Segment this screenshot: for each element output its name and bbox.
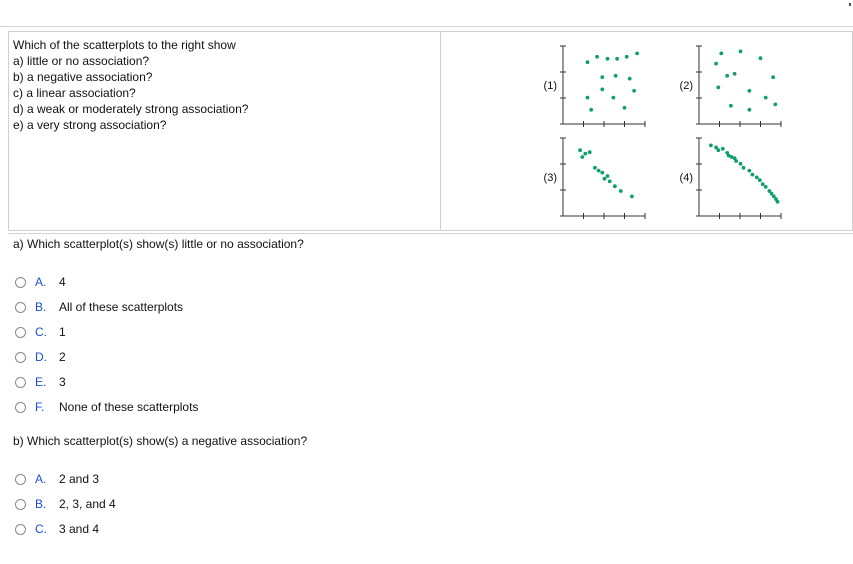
scatter-point xyxy=(748,169,752,173)
part-b-option-a[interactable] xyxy=(15,471,99,487)
scatter-point xyxy=(759,56,763,60)
radio-button[interactable] xyxy=(15,277,26,288)
scatter-point xyxy=(748,108,752,112)
scatter-point xyxy=(580,155,584,159)
scatter-point xyxy=(776,200,780,204)
scatter-point xyxy=(632,89,636,93)
plot-label: (2) xyxy=(679,80,693,92)
scatter-point xyxy=(586,96,590,100)
scatter-point xyxy=(758,178,762,182)
top-divider xyxy=(0,26,853,27)
option-letter: E. xyxy=(35,375,47,389)
option-letter: D. xyxy=(35,350,47,364)
part-a-question: a) Which scatterplot(s) show(s) little or no association? xyxy=(13,237,304,251)
scatter-point xyxy=(600,171,604,175)
scatter-point xyxy=(729,104,733,108)
option-text: 3 xyxy=(59,375,66,389)
scatter-point xyxy=(739,162,743,166)
option-text: 2 and 3 xyxy=(59,472,100,486)
radio-button[interactable] xyxy=(15,402,26,413)
scatter-point xyxy=(578,148,582,152)
scatter-point xyxy=(709,144,713,148)
scatter-point xyxy=(613,184,617,188)
scatter-point xyxy=(606,174,610,178)
radio-button[interactable] xyxy=(15,499,26,510)
scatterplots-panel xyxy=(440,31,853,231)
scatter-point xyxy=(739,50,743,54)
plot-label: (4) xyxy=(679,172,693,184)
question-panel xyxy=(8,31,440,231)
option-letter: A. xyxy=(35,275,47,289)
part-b-option-b[interactable] xyxy=(15,496,116,512)
plot-label: (1) xyxy=(543,80,557,92)
radio-button[interactable] xyxy=(15,327,26,338)
scatter-point xyxy=(773,103,777,107)
option-text: All of these scatterplots xyxy=(59,300,184,314)
option-text: 2, 3, and 4 xyxy=(59,497,116,511)
option-text: None of these scatterplots xyxy=(59,400,199,414)
question-line: b) a negative association? xyxy=(13,70,153,84)
part-b-question: b) Which scatterplot(s) show(s) a negative association? xyxy=(13,434,308,448)
part-a-option-c[interactable] xyxy=(15,324,66,340)
question-line: c) a linear association? xyxy=(13,86,136,100)
scatter-point xyxy=(725,74,729,78)
question-line: Which of the scatterplots to the right show xyxy=(13,38,236,52)
scatter-point xyxy=(742,166,746,170)
question-line: d) a weak or moderately strong association? xyxy=(13,102,249,116)
option-text: 3 and 4 xyxy=(59,522,100,536)
option-letter: B. xyxy=(35,300,47,314)
scatterplots-figure xyxy=(441,32,852,230)
scatter-point xyxy=(716,86,720,90)
option-text: 1 xyxy=(59,325,66,339)
option-text: 2 xyxy=(59,350,66,364)
part-a-option-a[interactable] xyxy=(15,274,66,290)
scatter-point xyxy=(600,88,604,92)
scatter-point xyxy=(625,55,629,59)
scatter-point xyxy=(597,169,601,173)
scatter-point xyxy=(623,106,627,110)
scatter-point xyxy=(608,180,612,184)
option-letter: A. xyxy=(35,472,47,486)
radio-button[interactable] xyxy=(15,302,26,313)
scatter-point xyxy=(734,159,738,163)
scatter-point xyxy=(628,77,632,81)
question-line: e) a very strong association? xyxy=(13,118,167,132)
radio-button[interactable] xyxy=(15,352,26,363)
scatter-point xyxy=(600,75,604,79)
part-a-option-b[interactable] xyxy=(15,299,183,315)
option-letter: C. xyxy=(35,325,47,339)
scatter-point xyxy=(586,60,590,64)
scatter-point xyxy=(595,55,599,59)
section-divider xyxy=(8,233,853,234)
scatter-point xyxy=(606,57,610,61)
radio-button[interactable] xyxy=(15,524,26,535)
scatter-point xyxy=(583,152,587,156)
scatter-point xyxy=(619,189,623,193)
scatter-point xyxy=(751,173,755,177)
part-b-option-c[interactable] xyxy=(15,521,99,537)
scatter-point xyxy=(614,74,618,78)
scatter-point xyxy=(588,150,592,154)
scatter-point xyxy=(755,176,759,180)
part-a-option-f[interactable] xyxy=(15,399,198,415)
option-letter: B. xyxy=(35,497,47,511)
scatter-point xyxy=(748,89,752,93)
part-a-option-d[interactable] xyxy=(15,349,66,365)
scatter-point xyxy=(764,185,768,189)
question-line: a) little or no association? xyxy=(13,54,150,68)
scatter-point xyxy=(630,195,634,199)
scatter-point xyxy=(593,166,597,170)
scatter-point xyxy=(764,96,768,100)
scatter-point xyxy=(635,52,639,56)
option-letter: C. xyxy=(35,522,47,536)
scatter-point xyxy=(612,96,616,100)
scatter-point xyxy=(615,57,619,61)
scatter-point xyxy=(716,148,720,152)
radio-button[interactable] xyxy=(15,377,26,388)
part-a-option-e[interactable] xyxy=(15,374,66,390)
scatter-point xyxy=(771,75,775,79)
scatter-point xyxy=(603,177,607,181)
scatter-point xyxy=(719,52,723,56)
scatter-point xyxy=(714,62,718,66)
scatter-point xyxy=(721,147,725,151)
scatter-point xyxy=(589,108,593,112)
corner-mark xyxy=(849,3,851,6)
option-letter: F. xyxy=(35,400,45,414)
radio-button[interactable] xyxy=(15,474,26,485)
option-text: 4 xyxy=(59,275,66,289)
scatter-point xyxy=(761,182,765,186)
plot-label: (3) xyxy=(543,172,557,184)
scatter-point xyxy=(733,72,737,76)
